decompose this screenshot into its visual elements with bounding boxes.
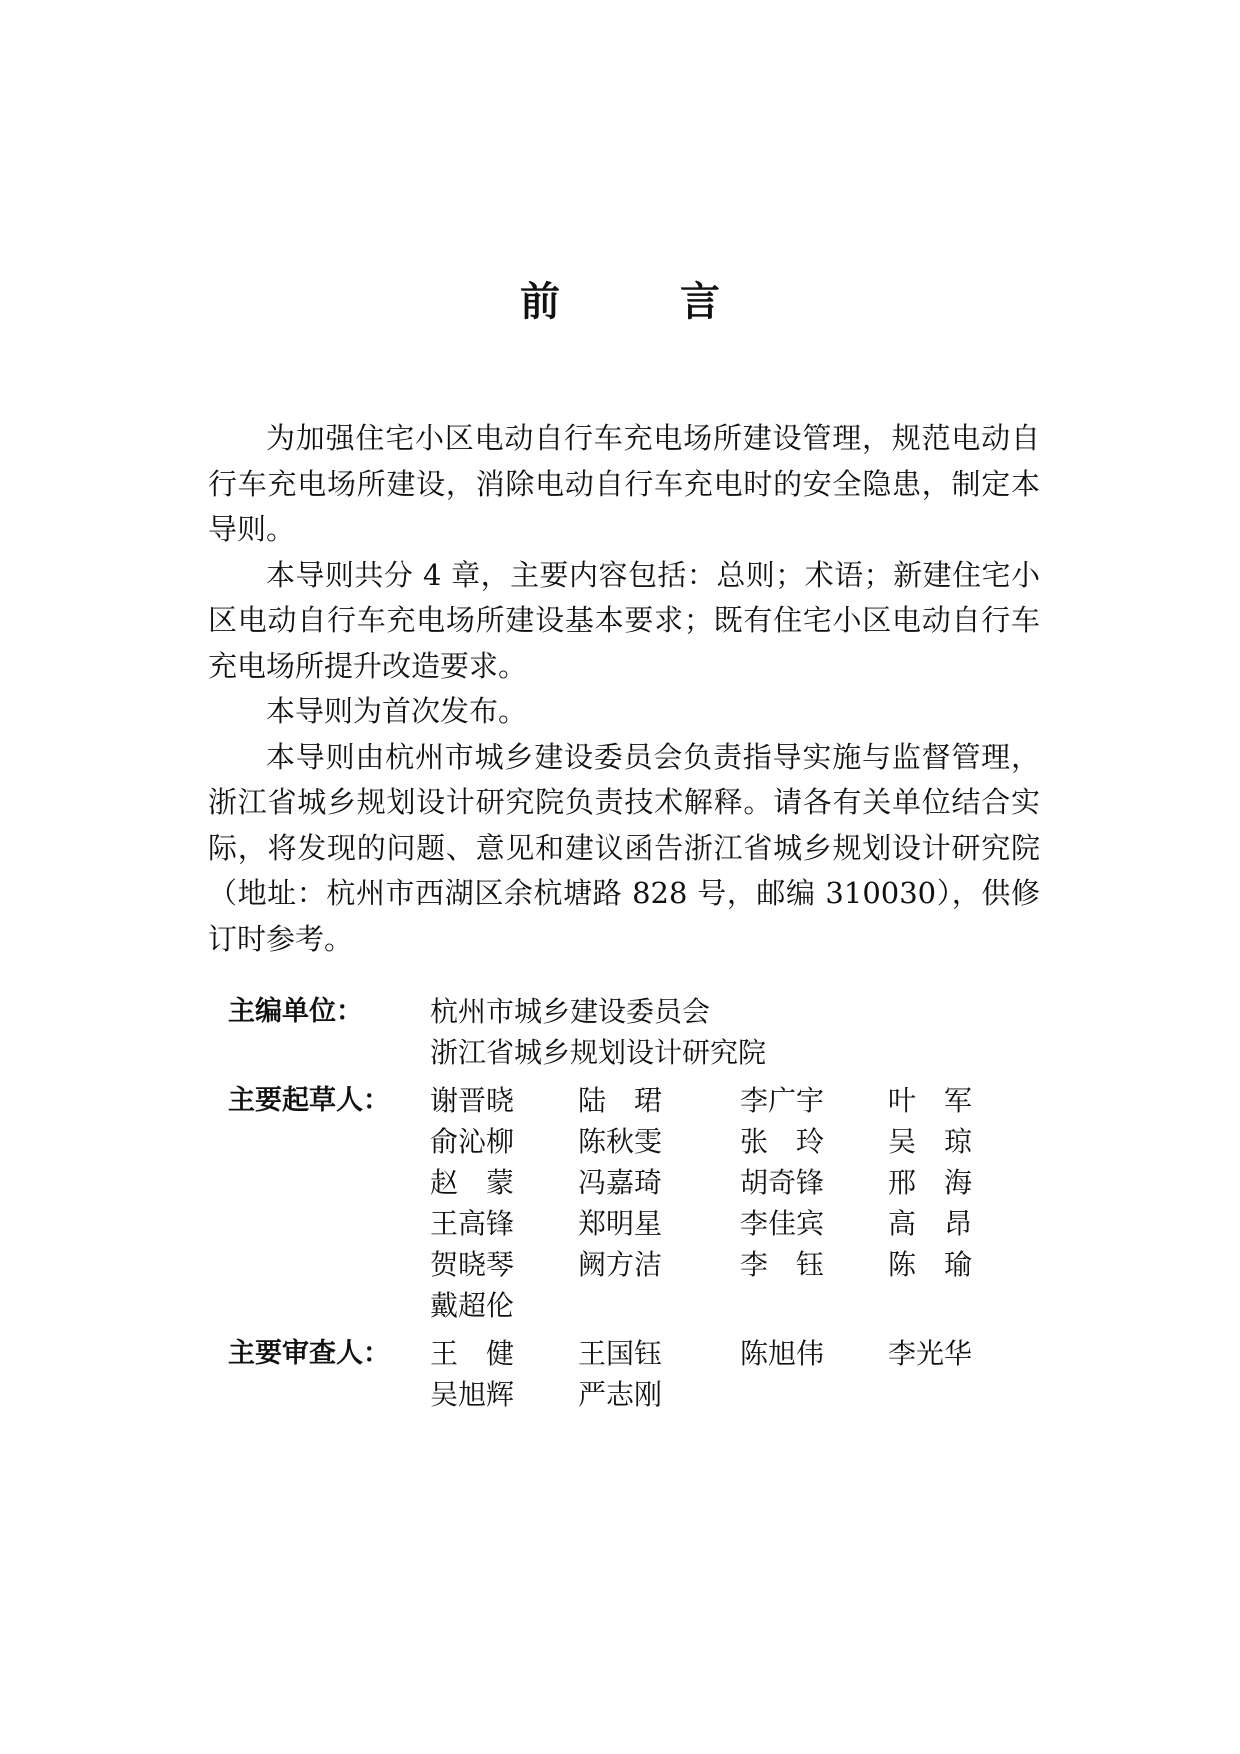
reviewer-name: 吴旭辉 <box>430 1378 515 1411</box>
drafter-name: 陈秋雯 <box>578 1125 663 1158</box>
drafter-name: 高 昂 <box>888 1207 973 1240</box>
drafter-name: 王高锋 <box>430 1207 515 1240</box>
paragraph-administration: 本导则由杭州市城乡建设委员会负责指导实施与监督管理，浙江省城乡规划设计研究院负责技术解释。请各有关单位结合实际，将发现的问题、意见和建议函告浙江省城乡规划设计研究院（地址：杭州市西湖区余杭塘路 828 号，邮编 310030），供修订时参考。 <box>208 739 1040 956</box>
drafters-label: 主要起草人： <box>228 1085 390 1116</box>
drafter-name: 李广宇 <box>740 1084 825 1117</box>
chief-editor-org: 浙江省城乡规划设计研究院 <box>430 1036 767 1069</box>
drafter-name: 吴 琼 <box>888 1125 973 1158</box>
drafter-name: 谢晋晓 <box>430 1084 515 1117</box>
drafter-name: 李 钰 <box>740 1248 825 1281</box>
drafter-name: 胡奇锋 <box>740 1166 825 1199</box>
reviewers-group <box>228 1333 1028 1415</box>
drafter-name: 阙方洁 <box>578 1248 663 1281</box>
preface-body <box>208 416 1040 962</box>
paragraph-purpose: 为加强住宅小区电动自行车充电场所建设管理，规范电动自行车充电场所建设，消除电动自行车充电时的安全隐患，制定本导则。 <box>208 421 1040 546</box>
reviewers-label: 主要审查人： <box>228 1338 390 1369</box>
drafter-name: 陈 瑜 <box>888 1248 973 1281</box>
paragraph-first-release: 本导则为首次发布。 <box>266 694 528 728</box>
credits-section <box>228 991 1028 1422</box>
reviewers-names <box>430 1333 1028 1415</box>
reviewer-name: 陈旭伟 <box>740 1337 825 1370</box>
drafter-name: 戴超伦 <box>430 1289 515 1322</box>
chief-editor-label: 主编单位： <box>228 996 363 1027</box>
reviewer-name: 王国钰 <box>578 1337 663 1370</box>
reviewer-name: 王 健 <box>430 1337 515 1370</box>
drafter-name: 郑明星 <box>578 1207 663 1240</box>
drafter-name: 张 玲 <box>740 1125 825 1158</box>
chief-editor-orgs <box>430 991 1028 1073</box>
drafter-name: 贺晓琴 <box>430 1248 515 1281</box>
reviewer-name: 李光华 <box>888 1337 973 1370</box>
drafter-name: 俞沁柳 <box>430 1125 515 1158</box>
paragraph-contents: 本导则共分 4 章，主要内容包括：总则；术语；新建住宅小区电动自行车充电场所建设基本要求；既有住宅小区电动自行车充电场所提升改造要求。 <box>208 557 1040 683</box>
drafter-name: 邢 海 <box>888 1166 973 1199</box>
chief-editor-org: 杭州市城乡建设委员会 <box>430 995 711 1028</box>
drafter-name: 赵 蒙 <box>430 1166 515 1199</box>
reviewer-name: 严志刚 <box>578 1378 663 1411</box>
drafter-name: 李佳宾 <box>740 1207 825 1240</box>
drafter-name: 陆 珺 <box>578 1084 663 1117</box>
page-title: 前 言 <box>520 279 760 325</box>
drafters-group <box>228 1080 1028 1326</box>
drafter-name: 叶 军 <box>888 1084 973 1117</box>
drafters-names <box>430 1080 1028 1326</box>
drafter-name: 冯嘉琦 <box>578 1166 663 1199</box>
chief-editor-group <box>228 991 1028 1073</box>
